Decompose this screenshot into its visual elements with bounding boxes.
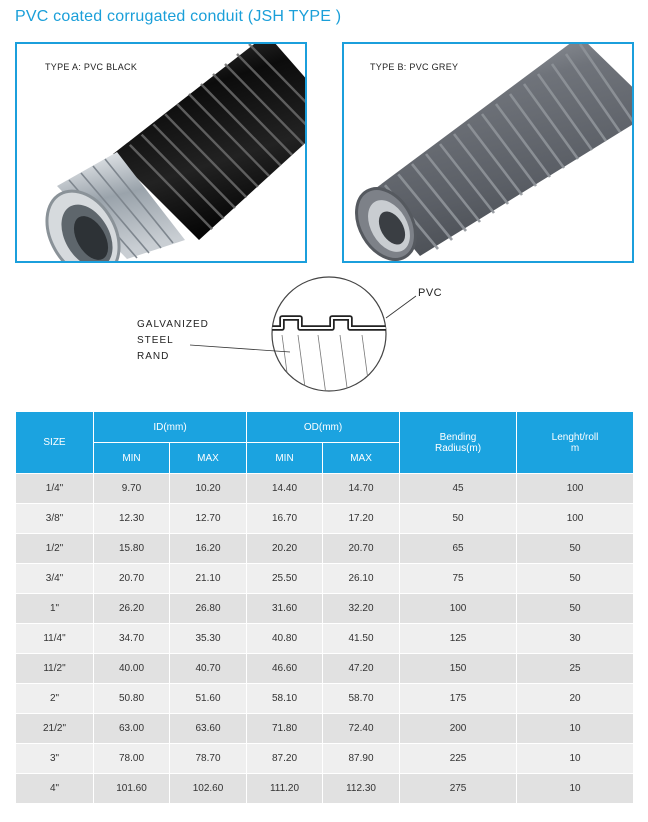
cell-od-min: 20.20 (247, 534, 323, 564)
table-row (16, 624, 634, 654)
panel-label-type-b: TYPE B: PVC GREY (370, 62, 459, 72)
pvc-pointer-line (386, 296, 416, 318)
cell-id-max: 40.70 (170, 654, 247, 684)
header-length-line-2: m (570, 442, 580, 454)
cell-bending: 100 (400, 594, 517, 624)
steel-label-line-2: STEEL (137, 335, 174, 346)
cell-size: 11/4" (16, 624, 94, 654)
cell-id-max: 102.60 (170, 774, 247, 804)
cell-size: 1/4" (16, 474, 94, 504)
cell-od-max: 58.70 (323, 684, 400, 714)
cell-id-max: 16.20 (170, 534, 247, 564)
header-od-min: MIN (247, 443, 323, 474)
cell-id-max: 10.20 (170, 474, 247, 504)
header-id-min: MIN (94, 443, 170, 474)
cell-length: 30 (517, 624, 634, 654)
cross-section-diagram (0, 270, 648, 410)
grey-conduit-image (344, 44, 632, 261)
product-panel-type-b (342, 42, 634, 263)
cell-od-max: 32.20 (323, 594, 400, 624)
cell-id-min: 78.00 (94, 744, 170, 774)
steel-label-line-3: RAND (137, 351, 170, 362)
cell-od-min: 111.20 (247, 774, 323, 804)
cell-bending: 275 (400, 774, 517, 804)
cell-bending: 200 (400, 714, 517, 744)
cell-length: 50 (517, 564, 634, 594)
table-row (16, 714, 634, 744)
header-id: ID(mm) (94, 412, 247, 443)
cell-id-min: 101.60 (94, 774, 170, 804)
cell-id-max: 26.80 (170, 594, 247, 624)
product-panel-type-a (15, 42, 307, 263)
black-conduit-image (17, 44, 305, 261)
table-row (16, 504, 634, 534)
cell-size: 4" (16, 774, 94, 804)
cell-id-max: 51.60 (170, 684, 247, 714)
cell-od-max: 26.10 (323, 564, 400, 594)
header-od-max: MAX (323, 443, 400, 474)
cell-id-min: 50.80 (94, 684, 170, 714)
cell-length: 10 (517, 714, 634, 744)
header-bending (400, 412, 517, 474)
steel-label (137, 317, 209, 365)
cell-od-min: 46.60 (247, 654, 323, 684)
cell-bending: 75 (400, 564, 517, 594)
cell-od-max: 41.50 (323, 624, 400, 654)
cell-od-min: 25.50 (247, 564, 323, 594)
cell-bending: 125 (400, 624, 517, 654)
cell-length: 10 (517, 774, 634, 804)
table-row (16, 684, 634, 714)
cell-od-max: 20.70 (323, 534, 400, 564)
header-od: OD(mm) (247, 412, 400, 443)
cell-bending: 225 (400, 744, 517, 774)
cell-id-min: 40.00 (94, 654, 170, 684)
cell-id-max: 78.70 (170, 744, 247, 774)
cell-od-min: 40.80 (247, 624, 323, 654)
cell-length: 100 (517, 474, 634, 504)
cell-od-max: 14.70 (323, 474, 400, 504)
cell-od-min: 14.40 (247, 474, 323, 504)
cell-length: 50 (517, 534, 634, 564)
cell-bending: 150 (400, 654, 517, 684)
steel-label-line-1: GALVANIZED (137, 319, 209, 330)
spec-table-body (16, 474, 634, 804)
cell-size: 11/2" (16, 654, 94, 684)
table-row (16, 654, 634, 684)
cell-length: 100 (517, 504, 634, 534)
cell-size: 21/2" (16, 714, 94, 744)
cell-id-max: 12.70 (170, 504, 247, 534)
table-row (16, 534, 634, 564)
table-row (16, 594, 634, 624)
cell-od-min: 71.80 (247, 714, 323, 744)
cell-size: 1/2" (16, 534, 94, 564)
cell-id-max: 63.60 (170, 714, 247, 744)
header-id-max: MAX (170, 443, 247, 474)
cell-bending: 45 (400, 474, 517, 504)
cell-od-min: 58.10 (247, 684, 323, 714)
cell-id-max: 21.10 (170, 564, 247, 594)
cell-id-min: 63.00 (94, 714, 170, 744)
cell-size: 3/4" (16, 564, 94, 594)
cell-bending: 175 (400, 684, 517, 714)
cell-id-min: 26.20 (94, 594, 170, 624)
cell-od-max: 112.30 (323, 774, 400, 804)
header-length (517, 412, 634, 474)
header-bending-line-2: Radius(m) (434, 442, 482, 454)
panel-label-type-a: TYPE A: PVC BLACK (45, 62, 138, 72)
cross-section-illustration (0, 270, 648, 410)
header-length-line-1: Lenght/roll (551, 431, 599, 443)
cell-id-min: 12.30 (94, 504, 170, 534)
table-row (16, 774, 634, 804)
table-row (16, 564, 634, 594)
cell-id-max: 35.30 (170, 624, 247, 654)
cell-size: 3/8" (16, 504, 94, 534)
cell-id-min: 15.80 (94, 534, 170, 564)
cell-od-min: 31.60 (247, 594, 323, 624)
table-row (16, 744, 634, 774)
cell-bending: 50 (400, 504, 517, 534)
cell-id-min: 20.70 (94, 564, 170, 594)
cell-size: 3" (16, 744, 94, 774)
spec-table (15, 411, 634, 804)
cell-od-min: 16.70 (247, 504, 323, 534)
header-bending-line-1: Bending (439, 431, 477, 443)
cell-length: 25 (517, 654, 634, 684)
cell-id-min: 9.70 (94, 474, 170, 504)
cell-id-min: 34.70 (94, 624, 170, 654)
cell-length: 10 (517, 744, 634, 774)
cell-od-max: 87.90 (323, 744, 400, 774)
cell-size: 1" (16, 594, 94, 624)
cell-od-min: 87.20 (247, 744, 323, 774)
cell-od-max: 17.20 (323, 504, 400, 534)
cell-od-max: 72.40 (323, 714, 400, 744)
cell-od-max: 47.20 (323, 654, 400, 684)
pvc-label: PVC (418, 287, 443, 299)
page-title: PVC coated corrugated conduit (JSH TYPE ) (15, 8, 342, 25)
cell-length: 20 (517, 684, 634, 714)
table-row (16, 474, 634, 504)
cell-length: 50 (517, 594, 634, 624)
cell-size: 2" (16, 684, 94, 714)
header-size: SIZE (16, 412, 94, 474)
cell-bending: 65 (400, 534, 517, 564)
